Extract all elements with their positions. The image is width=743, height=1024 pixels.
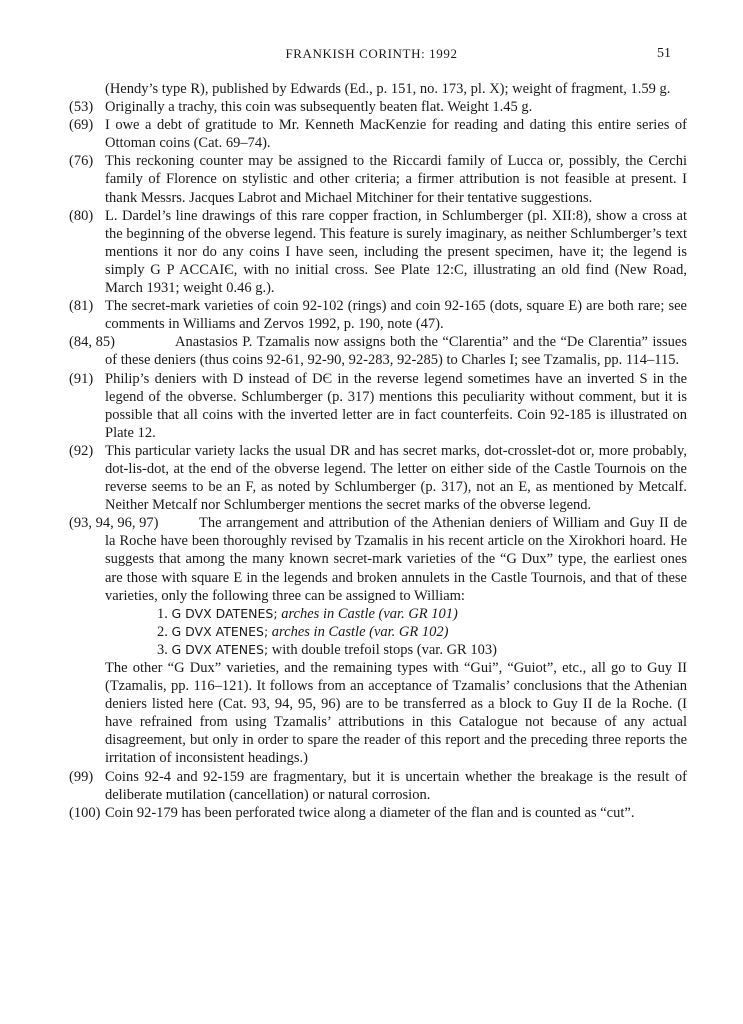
note-84-85 bbox=[69, 333, 687, 369]
note-99 bbox=[69, 768, 687, 804]
note-number: (92) bbox=[69, 442, 94, 459]
note-continuation bbox=[69, 80, 687, 98]
note-text: This reckoning counter may be assigned to the Riccardi family of Lucca or, possibly, the Cerchi family of Florence on stylistic and other criteria; a firmer attribution is not feasible at present. I thank Messrs. Jacques Labrot and Michael Mitchiner for their tentative suggestions. bbox=[105, 153, 687, 206]
note-number: (100) bbox=[69, 804, 101, 821]
note-number: (84, 85) bbox=[69, 334, 115, 351]
variety-description: arches in Castle (var. GR 101) bbox=[281, 605, 458, 622]
page-number: 51 bbox=[657, 46, 671, 61]
running-title: FRANKISH CORINTH: 1992 bbox=[285, 46, 458, 61]
variety-description: arches in Castle (var. GR 102) bbox=[271, 623, 449, 640]
note-text: Coins 92-4 and 92-159 are fragmentary, but it is uncertain whether the breakage is the result of deliberate mutilation (cancellation) or natural corrosion. bbox=[105, 768, 687, 803]
note-text: Philip’s deniers with D instead of DЄ in the reverse legend sometimes have an inverted S in the legend of the obverse. Schlumberger (p. 317) mentions this peculiarity without comment, but it is possible that all coins with the inverted letter are in fact counterfeits. Coin 92-185 is illustrated on Plate 12. bbox=[105, 370, 687, 441]
note-text: The secret-mark varieties of coin 92-102 (rings) and coin 92-165 (dots, square E) are both rare; see comments in Williams and Zervos 1992, p. 190, note (47). bbox=[105, 298, 687, 333]
note-69 bbox=[69, 116, 687, 152]
list-item: 1. G DVX DATENES; arches in Castle (var. GR 101) bbox=[157, 605, 458, 622]
note-text: This particular variety lacks the usual DR and has secret marks, dot-crosslet-dot or, more probably, dot-lis-dot, at the end of the obverse legend. The letter on either side of the Castle Tournois on the reverse seems to be an F, as noted by Schlumberger (p. 317), not an E, as mentioned by Metcalf. Neither Metcalf nor Schlumberger mentions the secret marks of the obverse legend. bbox=[105, 442, 687, 514]
note-number: (91) bbox=[69, 370, 94, 387]
coin-legend: G DVX DATENES; bbox=[171, 605, 278, 621]
variety-description: with double trefoil stops (var. GR 103) bbox=[271, 641, 497, 658]
note-number: (99) bbox=[69, 768, 94, 785]
note-80 bbox=[69, 207, 687, 297]
note-92 bbox=[69, 442, 687, 514]
note-text: The arrangement and attribution of the Athenian deniers of William and Guy II de la Roche have been thoroughly revised by Tzamalis in his recent article on the Xirokhori hoard. He suggests that among the many known secret-mark varieties of the “G Dux” type, the earliest ones are those with square E in the legends and broken annulets in the Castle Tournois, and that of these varieties, only the following three can be assigned to William: bbox=[105, 515, 687, 604]
note-text: Originally a trachy, this coin was subsequently beaten flat. Weight 1.45 g. bbox=[105, 99, 533, 116]
note-76 bbox=[69, 152, 687, 206]
note-number: (80) bbox=[69, 207, 94, 224]
note-continuation-text: The other “G Dux” varieties, and the remaining types with “Gui”, “Guiot”, etc., all go to Guy II (Tzamalis, pp. 116–121). It follows from an acceptance of Tzamalis’ conclusions that the Athenian deniers listed here (Cat. 93, 94, 95, 96) are to be transferred as a block to Guy II de la Roche. (I have refrained from using Tzamalis’ attributions in this Catalogue not because of any actual disagreement, but only in order to spare the reader of this report and the preceding three reports the irritation of inconsistent headings.) bbox=[105, 660, 687, 767]
note-text: I owe a debt of gratitude to Mr. Kenneth MacKenzie for reading and dating this entire series of Ottoman coins (Cat. 69–74). bbox=[105, 117, 687, 152]
note-93-94-96-97 bbox=[69, 514, 687, 767]
note-text: L. Dardel’s line drawings of this rare copper fraction, in Schlumberger (pl. XII:8), show a cross at the beginning of the obverse legend. This feature is surely imaginary, as neither Schlumberger’s text mentions it nor do any coins I have seen, including the present specimen, have it; the legend is simply G P ACCAIЄ, with no initial cross. See Plate 12:C, illustrating an old find (New Road, March 1931; weight 0.46 g.). bbox=[105, 207, 687, 297]
coin-legend: G DVX ATENES; bbox=[171, 641, 269, 657]
note-number: (69) bbox=[69, 117, 94, 134]
list-item: 3. G DVX ATENES; with double trefoil stops (var. GR 103) bbox=[157, 641, 497, 658]
note-text: (Hendy’s type R), published by Edwards (Ed., p. 151, no. 173, pl. X); weight of fragment, 1.59 g. bbox=[105, 81, 671, 97]
note-number: (76) bbox=[69, 153, 94, 170]
note-text: Coin 92-179 has been perforated twice along a diameter of the flan and is counted as “cut”. bbox=[105, 804, 635, 821]
note-53 bbox=[69, 98, 687, 116]
note-91 bbox=[69, 370, 687, 442]
coin-legend: G DVX ATENES; bbox=[171, 623, 269, 639]
william-varieties-list bbox=[105, 605, 687, 659]
note-100 bbox=[69, 804, 687, 822]
list-item: 2. G DVX ATENES; arches in Castle (var. GR 102) bbox=[157, 623, 449, 640]
endnotes-list bbox=[69, 80, 687, 822]
note-81 bbox=[69, 297, 687, 333]
note-text: Anastasios P. Tzamalis now assigns both the “Clarentia” and the “De Clarentia” issues of these deniers (thus coins 92-61, 92-90, 92-283, 92-285) to Charles I; see Tzamalis, pp. 114–115. bbox=[105, 334, 687, 369]
running-header bbox=[72, 46, 671, 68]
note-number: (81) bbox=[69, 298, 94, 315]
note-number: (53) bbox=[69, 99, 94, 116]
note-number: (93, 94, 96, 97) bbox=[69, 515, 159, 532]
